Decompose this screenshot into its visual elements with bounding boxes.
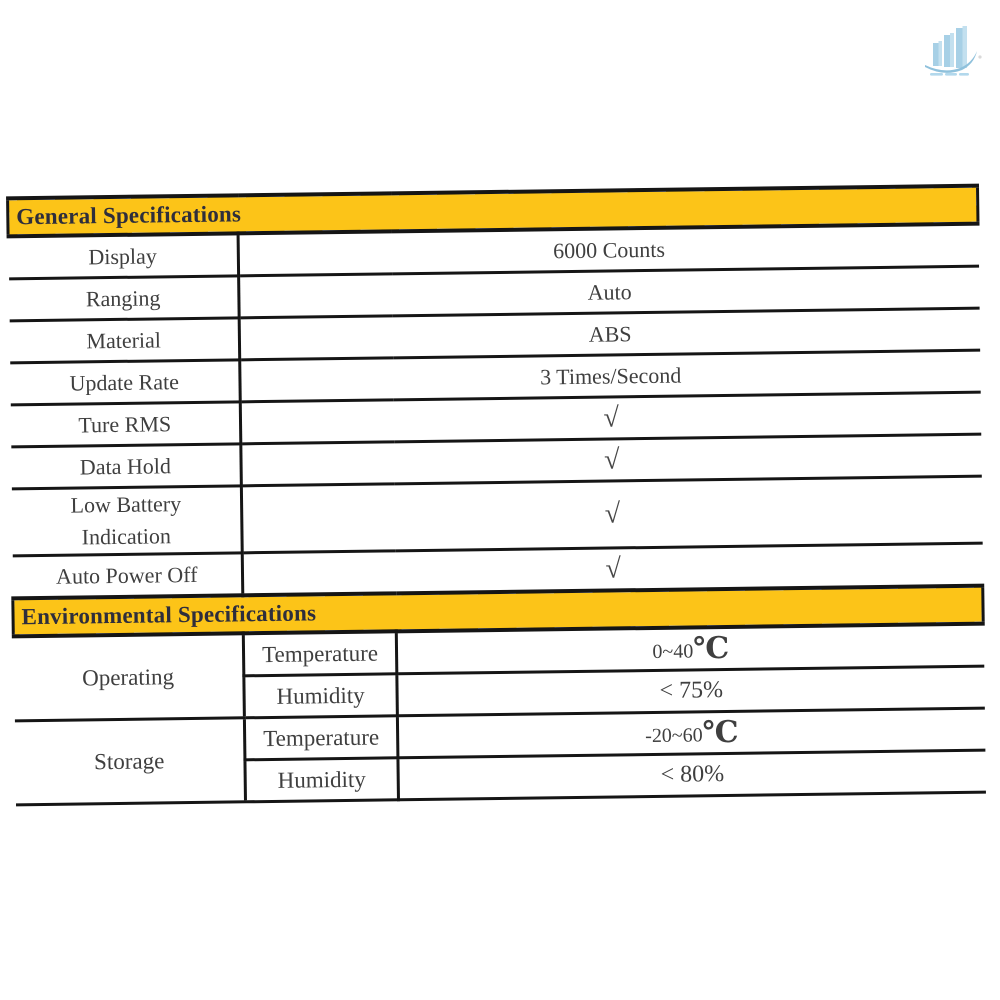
- env-sub-label: Humidity: [245, 758, 399, 802]
- spec-value-checkmark: √: [241, 434, 981, 486]
- env-value: < 80%: [398, 750, 985, 800]
- env-sub-label: Temperature: [243, 631, 397, 675]
- spec-value: ABS: [239, 308, 979, 360]
- spec-value-checkmark: √: [241, 476, 982, 553]
- env-value: 0~40℃: [396, 624, 984, 674]
- brand-logo-icon: [922, 24, 984, 82]
- env-value: < 75%: [397, 666, 984, 716]
- spec-label: Display: [8, 233, 239, 279]
- spec-label: Ranging: [9, 276, 240, 321]
- general-section-title: General Specifications: [8, 186, 978, 237]
- spec-table: [6, 184, 987, 807]
- env-sub-label: Temperature: [244, 716, 398, 760]
- spec-value: 6000 Counts: [238, 224, 978, 276]
- env-group-label: Storage: [14, 718, 245, 805]
- spec-label: Material: [9, 318, 240, 363]
- spec-label: Ture RMS: [10, 402, 241, 447]
- spec-sheet: [6, 184, 987, 807]
- environmental-section-title: Environmental Specifications: [13, 586, 983, 637]
- env-value: -20~60℃: [397, 708, 984, 758]
- env-sub-label: Humidity: [244, 674, 398, 718]
- spec-value: 3 Times/Second: [240, 350, 980, 402]
- env-group-label: Operating: [13, 633, 244, 721]
- spec-label: Low Battery Indication: [11, 486, 242, 556]
- logo-bars: [933, 26, 967, 68]
- spec-label: Data Hold: [11, 444, 242, 489]
- spec-value-checkmark: √: [242, 543, 982, 595]
- spec-value: Auto: [239, 266, 979, 318]
- spec-label: Update Rate: [10, 360, 241, 405]
- spec-value-checkmark: √: [240, 392, 980, 444]
- table-row: [11, 476, 982, 556]
- spec-label: Auto Power Off: [12, 553, 243, 599]
